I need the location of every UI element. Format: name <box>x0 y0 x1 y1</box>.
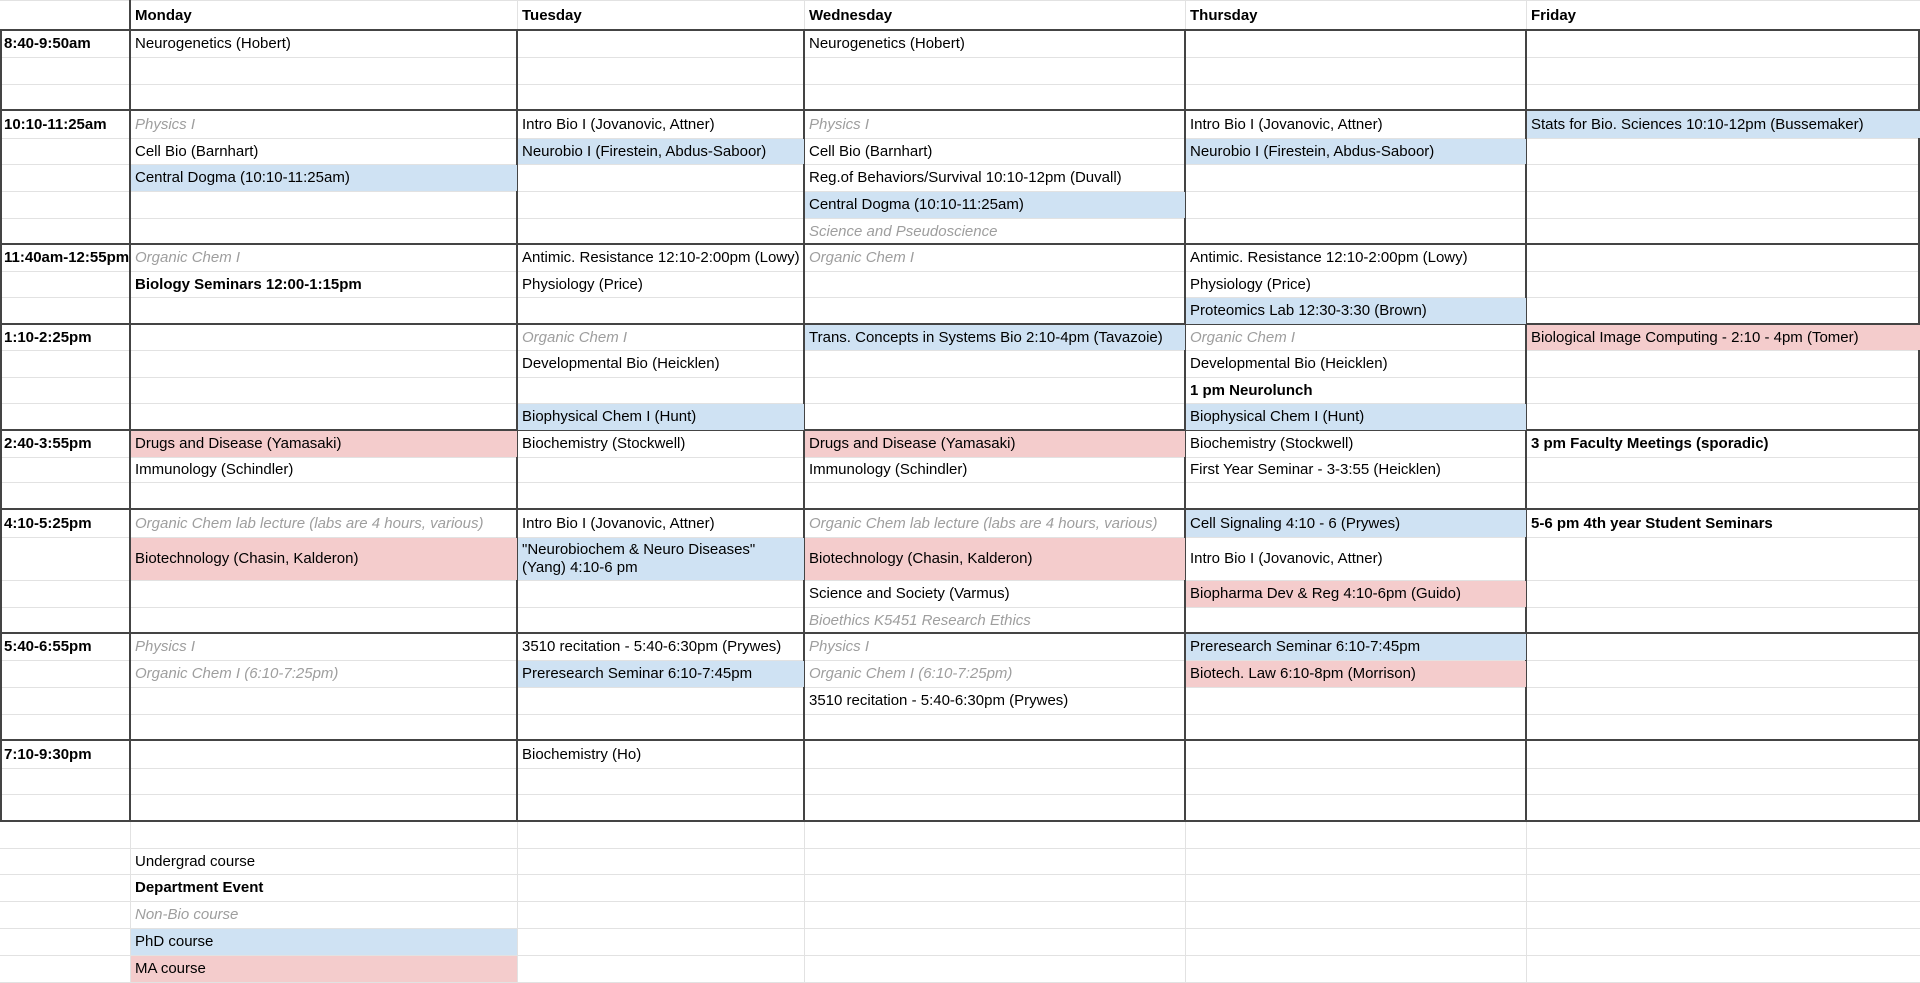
class-entry: "Neurobiochem & Neuro Diseases" (Yang) 4:10-6 pm <box>518 538 804 580</box>
class-entry: Biotech. Law 6:10-8pm (Morrison) <box>1186 661 1526 687</box>
block-divider <box>0 739 1920 741</box>
class-entry: Developmental Bio (Heicklen) <box>1190 355 1388 372</box>
class-entry: Organic Chem lab lecture (labs are 4 hours, various) <box>809 514 1158 532</box>
legend-event: Department Event <box>135 879 264 896</box>
class-entry: Neurobio I (Firestein, Abdus-Saboor) <box>1186 139 1526 164</box>
class-entry: Biochemistry (Stockwell) <box>522 435 686 452</box>
class-entry: Central Dogma (10:10-11:25am) <box>805 192 1185 218</box>
class-entry: 1 pm Neurolunch <box>1190 381 1313 399</box>
grid-row-line <box>0 403 1920 404</box>
class-entry: Intro Bio I (Jovanovic, Attner) <box>522 514 715 532</box>
class-entry: Preresearch Seminar 6:10-7:45pm <box>1186 634 1526 660</box>
day-header-monday: Monday <box>135 6 192 24</box>
class-entry: Biochemistry (Ho) <box>522 745 642 763</box>
time-block-label: 4:10-5:25pm <box>4 514 92 532</box>
class-entry: Immunology (Schindler) <box>135 461 294 478</box>
class-entry: First Year Seminar - 3-3:55 (Heicklen) <box>1190 461 1441 478</box>
class-entry: Biochemistry (Stockwell) <box>1190 435 1354 452</box>
class-entry: Biotechnology (Chasin, Kalderon) <box>131 538 517 580</box>
class-entry: Cell Signaling 4:10 - 6 (Prywes) <box>1186 510 1526 537</box>
time-block-label: 10:10-11:25am <box>4 115 107 133</box>
class-entry: Intro Bio I (Jovanovic, Attner) <box>1190 115 1383 133</box>
class-entry: Developmental Bio (Heicklen) <box>522 355 720 372</box>
grid-row-line <box>0 768 1920 769</box>
class-entry: Organic Chem I (6:10-7:25pm) <box>135 665 339 682</box>
legend-phd: PhD course <box>131 929 517 955</box>
class-entry: Cell Bio (Barnhart) <box>135 142 259 160</box>
grid-row-line <box>0 350 1920 351</box>
class-entry: Antimic. Resistance 12:10-2:00pm (Lowy) <box>1190 249 1468 266</box>
class-entry: Biopharma Dev & Reg 4:10-6pm (Guido) <box>1186 581 1526 607</box>
class-entry: Physics I <box>135 115 196 133</box>
legend-nonbio: Non-Bio course <box>135 906 239 923</box>
class-entry: 3510 recitation - 5:40-6:30pm (Prywes) <box>522 638 782 655</box>
day-header-thursday: Thursday <box>1190 6 1258 24</box>
class-entry: Proteomics Lab 12:30-3:30 (Brown) <box>1186 298 1526 324</box>
column-divider <box>0 30 2 821</box>
class-entry: 3 pm Faculty Meetings (sporadic) <box>1531 435 1769 452</box>
class-entry: Physiology (Price) <box>522 275 643 293</box>
grid-row-line <box>0 84 1920 85</box>
class-entry: Physics I <box>135 638 196 655</box>
class-entry: Organic Chem lab lecture (labs are 4 hours, various) <box>135 514 484 532</box>
legend-undergrad: Undergrad course <box>135 852 256 870</box>
grid-row-line <box>0 377 1920 378</box>
class-entry: Organic Chem I <box>522 328 628 346</box>
class-entry: Antimic. Resistance 12:10-2:00pm (Lowy) <box>522 249 800 266</box>
grid-row-line <box>0 794 1920 795</box>
grid-row-line <box>0 482 1920 483</box>
class-entry: Physiology (Price) <box>1190 275 1311 293</box>
class-entry: Stats for Bio. Sciences 10:10-12pm (Bussemaker) <box>1527 111 1920 138</box>
class-entry: Biophysical Chem I (Hunt) <box>518 404 804 430</box>
time-block-label: 11:40am-12:55pm <box>4 249 129 266</box>
day-header-tuesday: Tuesday <box>522 6 582 24</box>
day-header-wednesday: Wednesday <box>809 6 893 24</box>
class-entry: Cell Bio (Barnhart) <box>809 142 933 160</box>
class-entry: Immunology (Schindler) <box>809 461 968 478</box>
class-entry: Bioethics K5451 Research Ethics <box>809 611 1031 629</box>
day-header-friday: Friday <box>1531 6 1577 24</box>
class-entry: Biological Image Computing - 2:10 - 4pm (Tomer) <box>1527 325 1920 350</box>
class-entry: Science and Society (Varmus) <box>809 585 1010 602</box>
time-block-label: 1:10-2:25pm <box>4 328 92 346</box>
time-block-label: 7:10-9:30pm <box>4 745 92 763</box>
time-block-label: 5:40-6:55pm <box>4 638 92 655</box>
class-entry: Physics I <box>809 115 870 133</box>
class-entry: Neurogenetics (Hobert) <box>809 35 965 52</box>
class-entry: Intro Bio I (Jovanovic, Attner) <box>1190 550 1383 567</box>
class-entry: Biology Seminars 12:00-1:15pm <box>135 275 362 293</box>
class-entry: 3510 recitation - 5:40-6:30pm (Prywes) <box>809 692 1069 709</box>
class-entry: Biophysical Chem I (Hunt) <box>1186 404 1526 430</box>
class-entry: Drugs and Disease (Yamasaki) <box>131 431 517 457</box>
class-entry: Science and Pseudoscience <box>809 222 998 240</box>
grid-row-line <box>0 57 1920 58</box>
class-entry: Organic Chem I (6:10-7:25pm) <box>809 665 1013 682</box>
class-entry: Central Dogma (10:10-11:25am) <box>131 165 517 191</box>
grid-row-line <box>0 714 1920 715</box>
class-entry: Trans. Concepts in Systems Bio 2:10-4pm (Tavazoie) <box>805 325 1185 350</box>
class-entry: Biotechnology (Chasin, Kalderon) <box>805 538 1185 580</box>
class-entry: Organic Chem I <box>135 249 241 266</box>
time-block-label: 2:40-3:55pm <box>4 435 92 452</box>
class-entry: Organic Chem I <box>1190 328 1296 346</box>
class-entry: Organic Chem I <box>809 249 915 266</box>
class-entry: Neurobio I (Firestein, Abdus-Saboor) <box>518 139 804 164</box>
class-entry: Neurogenetics (Hobert) <box>135 35 291 52</box>
legend-ma: MA course <box>131 956 517 982</box>
class-entry: Physics I <box>809 638 870 655</box>
block-divider <box>0 820 1920 822</box>
class-entry: Preresearch Seminar 6:10-7:45pm <box>518 661 804 687</box>
class-entry: Drugs and Disease (Yamasaki) <box>805 431 1185 457</box>
class-entry: Intro Bio I (Jovanovic, Attner) <box>522 115 715 133</box>
time-block-label: 8:40-9:50am <box>4 35 91 52</box>
grid-row-line <box>0 297 1920 298</box>
class-entry: 5-6 pm 4th year Student Seminars <box>1531 514 1773 532</box>
class-entry: Reg.of Behaviors/Survival 10:10-12pm (Duvall) <box>809 169 1122 186</box>
